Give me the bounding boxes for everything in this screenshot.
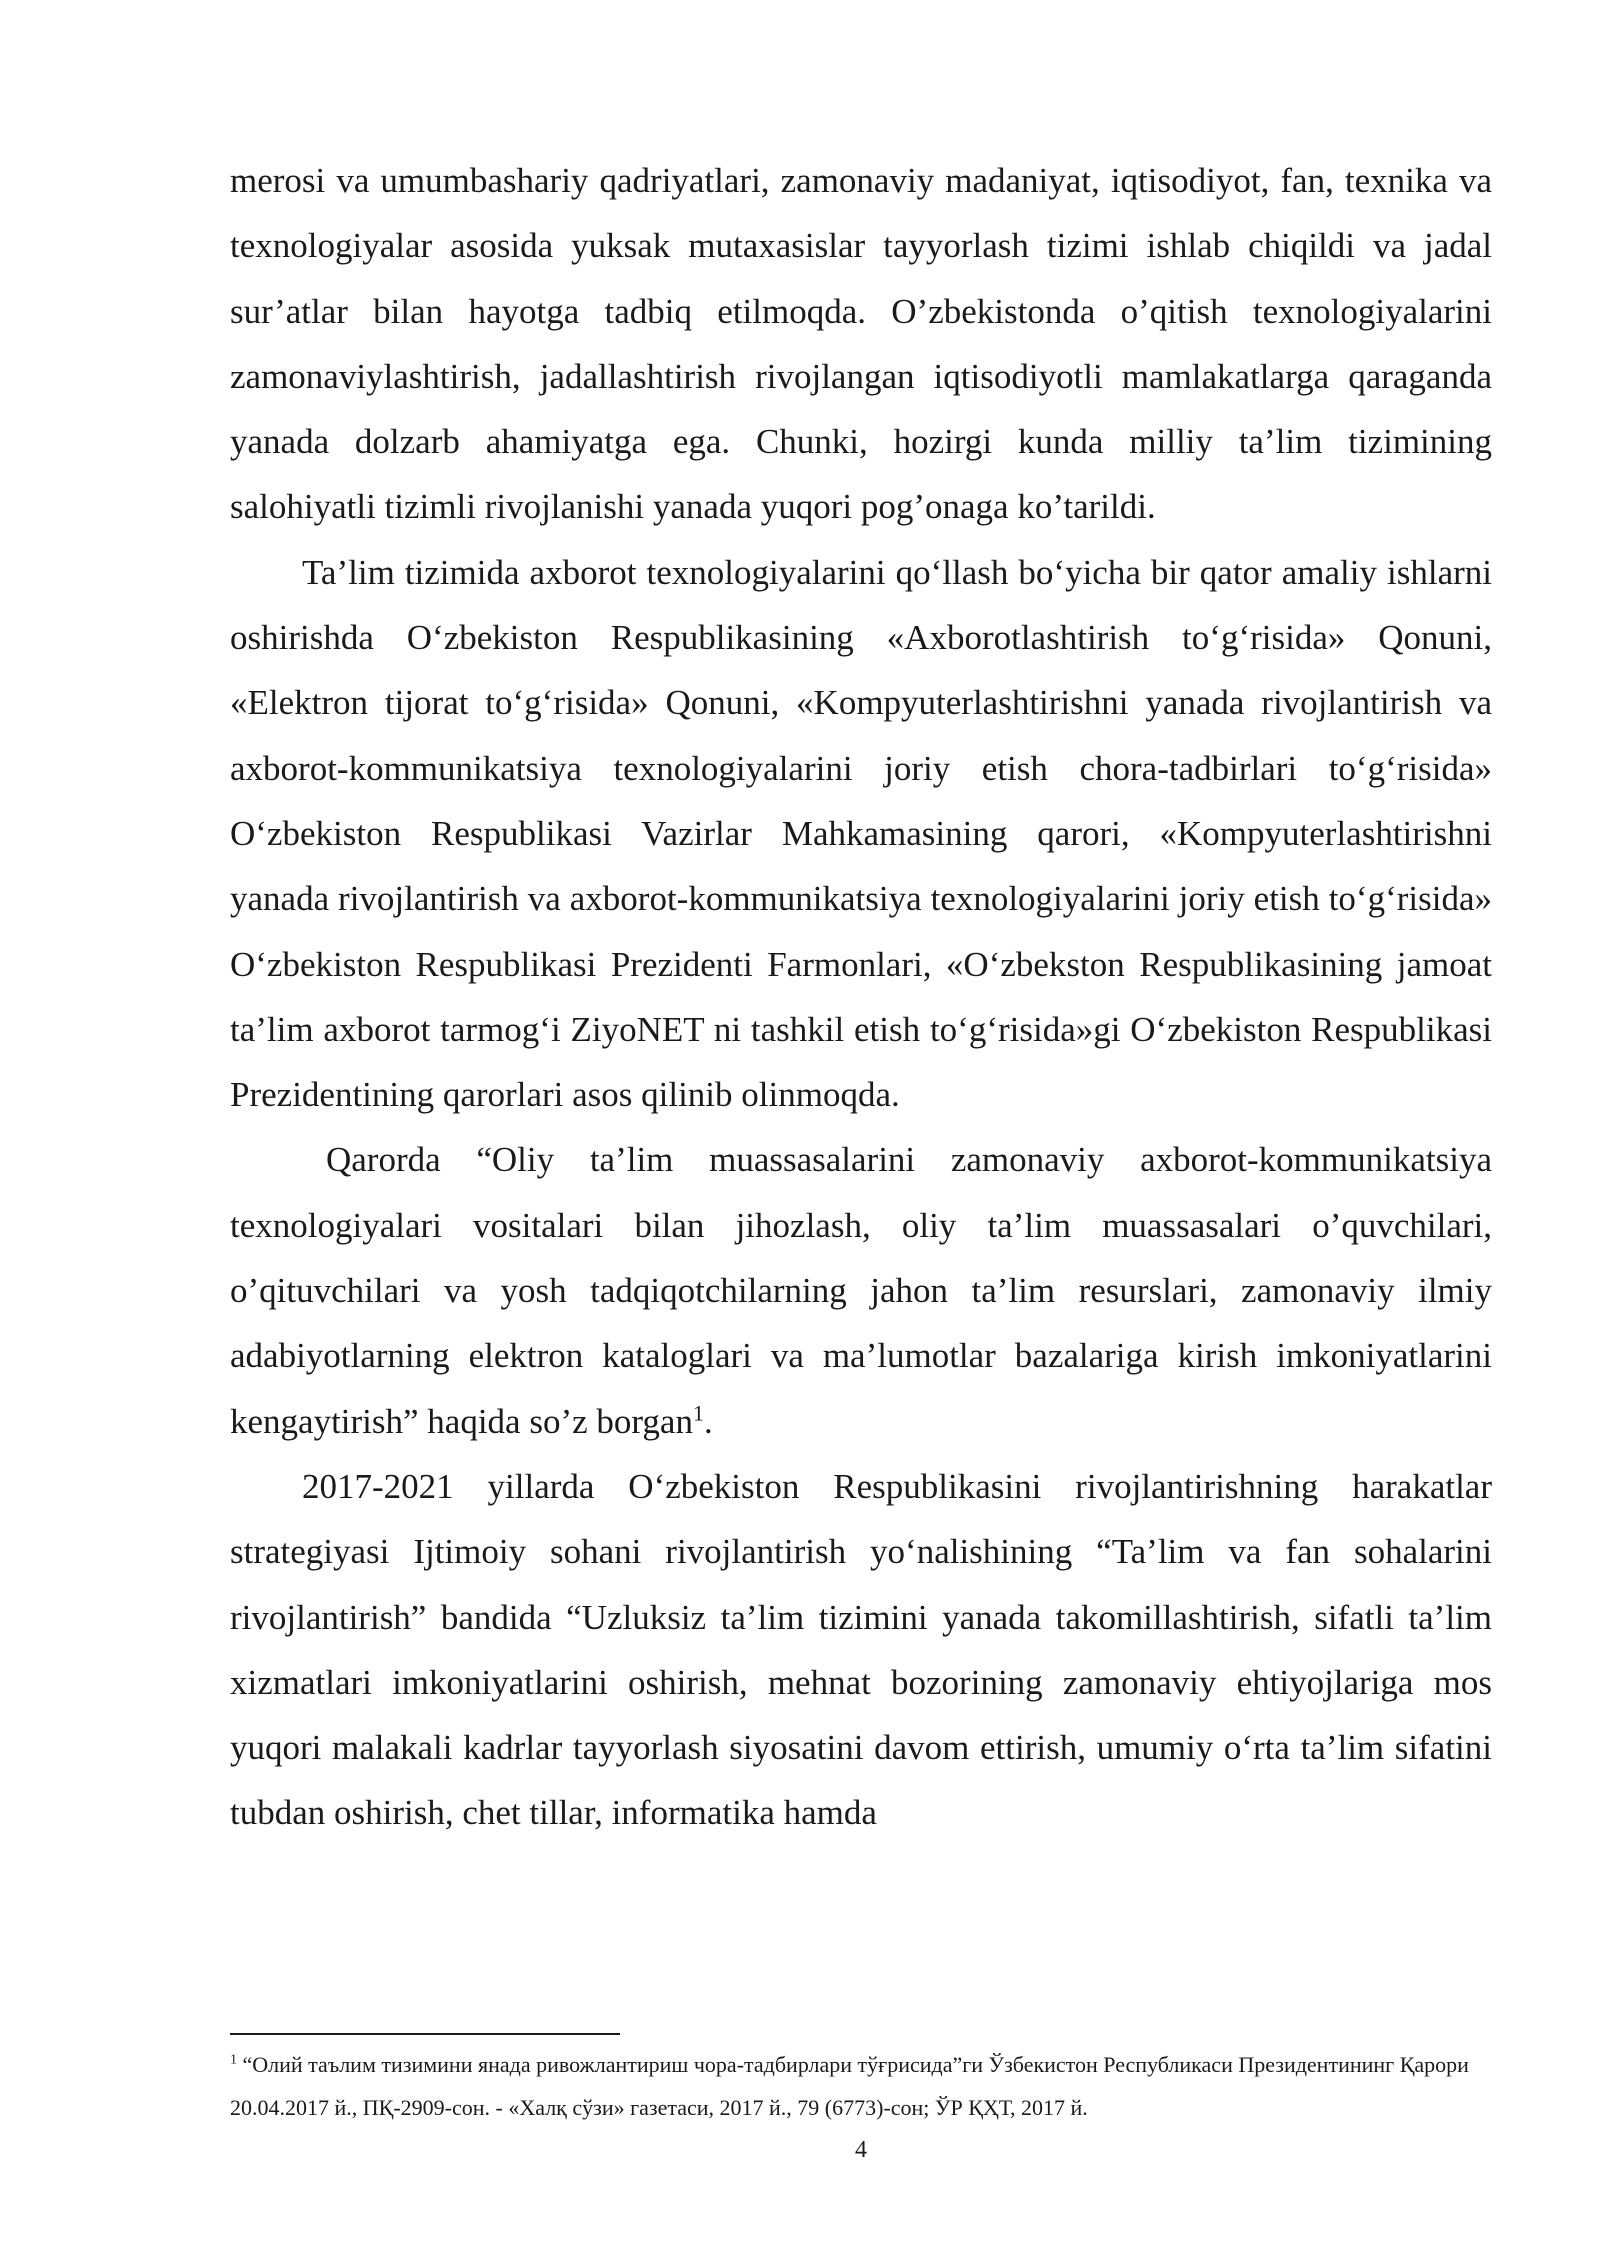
- footnote-separator: [230, 2033, 620, 2035]
- document-body: [230, 148, 1492, 1846]
- paragraph-2: Ta’lim tizimida axborot texnologiyalarini qo‘llash bo‘yicha bir qator amaliy ishlarni oshirishda O‘zbekiston Respublikasining «Axborotlashtirish to‘g‘risida» Qonuni, «Elektron tijorat to‘g‘risida» Qonuni, «Kompyuterlashtirishni yanada rivojlantirish va axborot-kommunikatsiya texnologiyalarini joriy etish chora-tadbirlari to‘g‘risida» O‘zbekiston Respublikasi Vazirlar Mahkamasining qarori, «Kompyuterlashtirishni yanada rivojlantirish va axborot-kommunikatsiya texnologiyalarini joriy etish to‘g‘risida» O‘zbekiston Respublikasi Prezidenti Farmonlari, «O‘zbekston Respublikasining jamoat ta’lim axborot tarmog‘i ZiyoNET ni tashkil etish to‘g‘risida»gi O‘zbekiston Respublikasi Prezidentining qarorlari asos qilinib olinmoqda.: [230, 552, 1492, 1115]
- paragraph-4: 2017-2021 yillarda O‘zbekiston Respublikasini rivojlantirishning harakatlar strategiyasi Ijtimoiy sohani rivojlantirish yo‘nalishining “Ta’lim va fan sohalarini rivojlantirish” bandida “Uzluksiz ta’lim tizimini yanada takomillashtirish, sifatli ta’lim xizmatlari imkoniyatlarini oshirish, mehnat bozorining zamonaviy ehtiyojlariga mos yuqori malakali kadrlar tayyorlash siyosatini davom ettirish, umumiy o‘rta ta’lim sifatini tubdan oshirish, chet tillar, informatika hamda: [230, 1466, 1492, 1833]
- footnote-marker: 1: [230, 2052, 237, 2068]
- page-number: 4: [855, 2137, 867, 2163]
- paragraph-1: merosi va umumbashariy qadriyatlari, zamonaviy madaniyat, iqtisodiyot, fan, texnika va texnologiyalar asosida yuksak mutaxasislar tayyorlash tizimi ishlab chiqildi va jadal sur’atlar bilan hayotga tadbiq etilmoqda. O’zbekistonda o’qitish texnologiyalarini zamonaviylashtirish, jadallashtirish rivojlangan iqtisodiyotli mamlakatlarga qaraganda yanada dolzarb ahamiyatga ega. Chunki, hozirgi kunda milliy ta’lim tizimining salohiyatli tizimli rivojlanishi yanada yuqori pog’onaga ko’tarildi.: [230, 161, 1492, 527]
- footnote-text: “Олий таълим тизимини янада ривожлантириш чора-тадбирлари тўғрисида”ги Ўзбекистон Республикаси Президентининг Қарори 20.04.2017 й., ПҚ-2909-сон. - «Халқ сўзи» газетаси, 2017 й., 79 (6773)-сон; ЎР ҚҲТ, 2017 й.: [230, 2052, 1469, 2120]
- paragraph-3-end: .: [703, 1401, 713, 1441]
- paragraph-3-text: Qarorda “Oliy ta’lim muassasalarini zamonaviy axborot-kommunikatsiya texnologiyalari vositalari bilan jihozlash, oliy ta’lim muassasalari o’quvchilari, o’qituvchilari va yosh tadqiqotchilarning jahon ta’lim resurslari, zamonaviy ilmiy adabiyotlarning elektron kataloglari va ma’lumotlar bazalariga kirish imkoniyatlarini kengaytirish” haqida so’z borgan: [230, 1140, 1492, 1441]
- footnote: [230, 2043, 1492, 2129]
- paragraph-3: [230, 1127, 1492, 1453]
- footnote-reference[interactable]: 1: [692, 1399, 704, 1425]
